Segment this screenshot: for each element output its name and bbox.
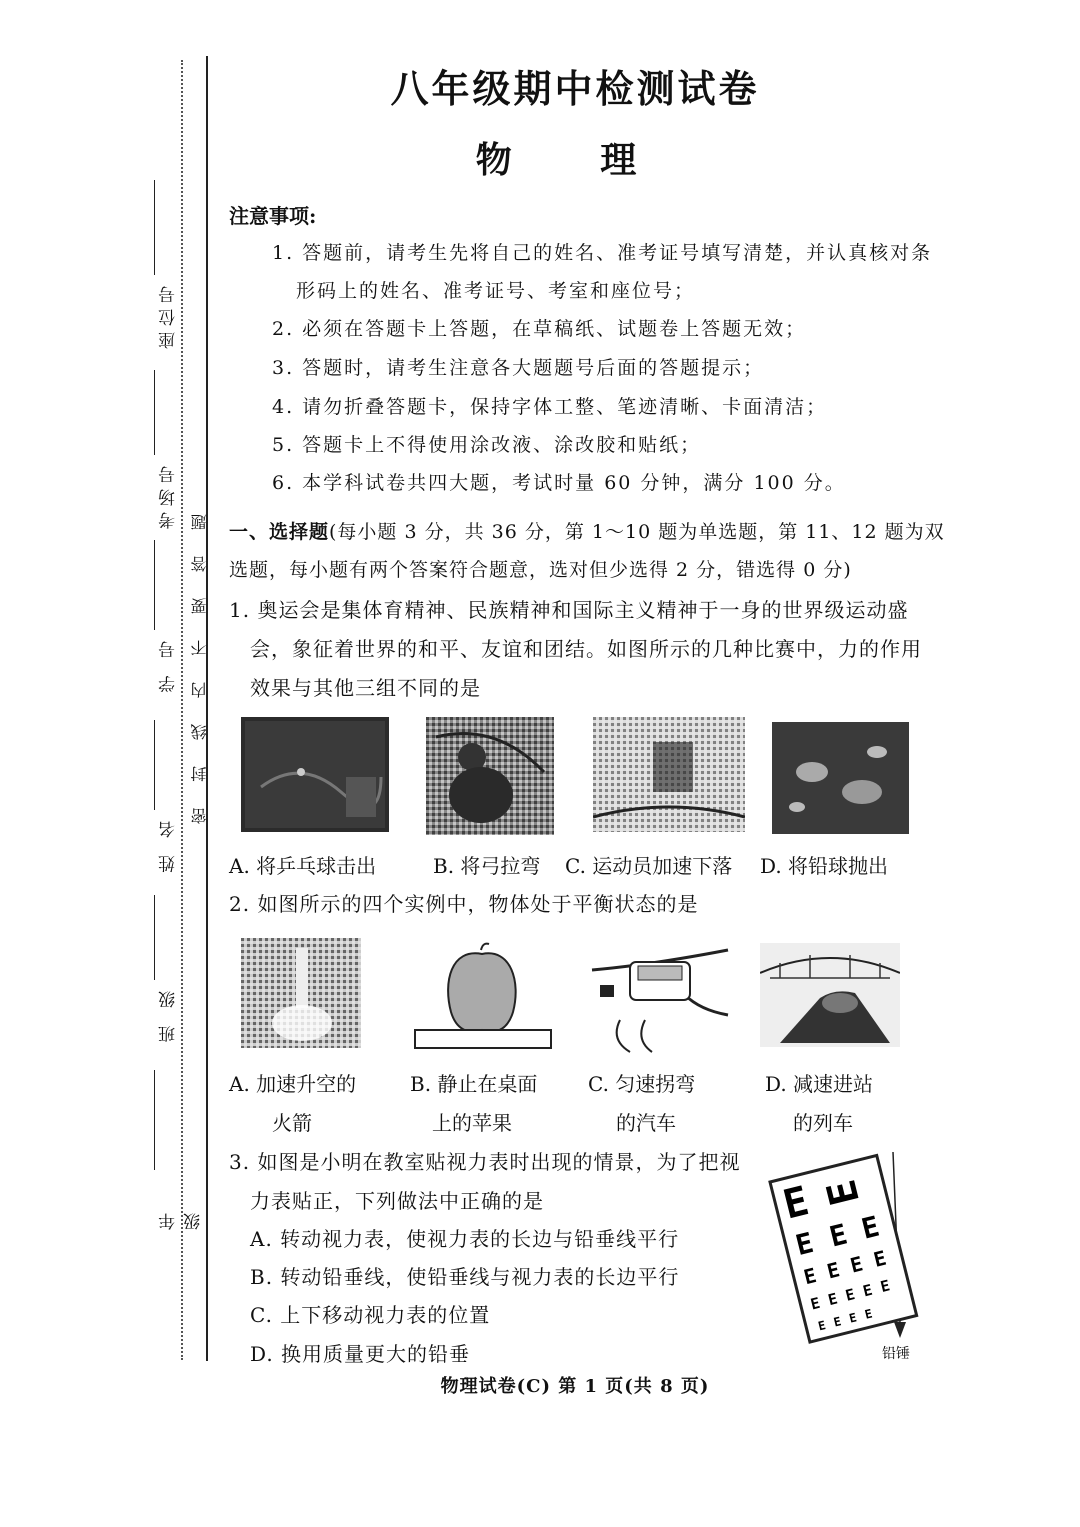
- notice-item: 1. 答题前，请考生先将自己的姓名、准考证号填写清楚，并认真核对条: [272, 242, 933, 264]
- plumb-label: 铅锤: [882, 1346, 910, 1362]
- subject-title: 物 理: [475, 139, 675, 181]
- q1-image-pingpong: [241, 717, 389, 832]
- section-instructions-2: 选题，每小题有两个答案符合题意，选对但少选得 2 分，错选得 0 分): [229, 559, 852, 581]
- chart-letter: E: [832, 1314, 843, 1330]
- page-title: 八年级期中检测试卷: [390, 66, 760, 111]
- chart-letter: E: [847, 1310, 859, 1326]
- notice-item: 形码上的姓名、准考证号、考室和座位号；: [296, 280, 696, 302]
- q3-stem-line: 力表贴正，下列做法中正确的是: [250, 1189, 544, 1213]
- q3-option-c: C. 上下移动视力表的位置: [250, 1303, 491, 1327]
- page-footer: 物理试卷(C) 第 1 页(共 8 页): [440, 1376, 710, 1397]
- q2-image-rocket: [241, 938, 361, 1048]
- chart-letter: E: [826, 1217, 851, 1254]
- chart-letter: E: [808, 1293, 822, 1314]
- chart-letter: E: [878, 1276, 892, 1297]
- chart-letter: E: [871, 1245, 889, 1272]
- notice-item: 4. 请勿折叠答题卡，保持字体工整、笔迹清晰、卡面清洁；: [272, 396, 828, 418]
- notice-item: 5. 答题卡上不得使用涂改液、涂改胶和贴纸；: [272, 434, 702, 456]
- chart-letter: E: [847, 1251, 866, 1278]
- q1-stem-line: 效果与其他三组不同的是: [250, 676, 481, 700]
- seal-warning: 密封线内不要答题: [190, 488, 209, 824]
- q1-image-archery: [426, 717, 554, 835]
- chart-letter: E: [843, 1285, 857, 1305]
- q2-option-c-line1: C. 匀速拐弯: [588, 1072, 696, 1096]
- chart-letter: E: [818, 1175, 869, 1210]
- q2-image-apple: [411, 942, 554, 1052]
- notice-heading: 注意事项:: [229, 204, 317, 228]
- q2-option-b-line2: 上的苹果: [432, 1111, 512, 1135]
- chart-letter: E: [778, 1178, 814, 1229]
- seat-label: 座位号: [159, 280, 179, 349]
- chart-letter: E: [858, 1209, 883, 1246]
- q2-option-a-line1: A. 加速升空的: [229, 1072, 357, 1096]
- section-heading: 一、选择题: [229, 521, 330, 543]
- q3-option-b: B. 转动铅垂线，使铅垂线与视力表的长边平行: [250, 1265, 680, 1289]
- q2-image-train: [760, 943, 900, 1047]
- q3-eye-chart-figure: [760, 1142, 930, 1367]
- q1-image-shotput: [772, 722, 909, 834]
- q3-option-a: A. 转动视力表，使视力表的长边与铅垂线平行: [250, 1227, 680, 1251]
- chart-letter: E: [861, 1280, 875, 1301]
- chart-letter: E: [824, 1257, 843, 1284]
- grade-label: 年 级: [159, 1207, 204, 1230]
- section-instructions-1: (每小题 3 分，共 36 分，第 1～10 题为单选题，第 11、12 题为双: [329, 521, 945, 543]
- chart-letter: E: [826, 1289, 840, 1310]
- name-label: 姓 名: [159, 815, 179, 873]
- chart-letter: E: [792, 1225, 817, 1263]
- q1-image-diver: [593, 717, 745, 832]
- q2-option-c-line2: 的汽车: [616, 1111, 676, 1135]
- q1-option-a: A. 将乒乓球击出: [229, 854, 377, 878]
- notice-item: 3. 答题时，请考生注意各大题题号后面的答题提示；: [272, 357, 765, 379]
- class-label: 班 级: [159, 985, 179, 1043]
- q2-option-d-line1: D. 减速进站: [765, 1072, 874, 1096]
- q1-option-b: B. 将弓拉弯: [433, 854, 541, 878]
- q1-option-d: D. 将铅球抛出: [760, 854, 889, 878]
- q2-image-car: [590, 940, 730, 1055]
- chart-letter: E: [863, 1306, 874, 1322]
- q2-stem: 2. 如图所示的四个实例中，物体处于平衡状态的是: [229, 892, 699, 916]
- notice-item: 6. 本学科试卷共四大题，考试时量 60 分钟，满分 100 分。: [272, 472, 846, 494]
- grade-field: [120, 1070, 204, 1230]
- section-heading-line: [229, 517, 945, 544]
- class-field: [120, 895, 200, 1055]
- student-no-label: 学 号: [159, 635, 179, 693]
- notice-item: 2. 必须在答题卡上答题，在草稿纸、试题卷上答题无效；: [272, 318, 807, 340]
- plumb-bob: [894, 1322, 906, 1338]
- q2-option-b-line1: B. 静止在桌面: [410, 1072, 538, 1096]
- seat-field: [120, 180, 200, 360]
- q2-option-d-line2: 的列车: [793, 1111, 853, 1135]
- q3-stem-line: 3. 如图是小明在教室贴视力表时出现的情景，为了把视: [229, 1150, 741, 1174]
- q3-option-d: D. 换用质量更大的铅垂: [250, 1342, 471, 1366]
- chart-letter: E: [801, 1263, 819, 1290]
- room-label: 考场号: [159, 460, 179, 529]
- q1-stem-line: 1. 奥运会是集体育精神、民族精神和国际主义精神于一身的世界级运动盛: [229, 598, 909, 622]
- chart-letter: E: [816, 1318, 828, 1334]
- q1-option-c: C. 运动员加速下落: [565, 854, 733, 878]
- q1-stem-line: 会，象征着世界的和平、友谊和团结。如图所示的几种比赛中，力的作用: [250, 637, 922, 661]
- q2-option-a-line2: 火箭: [272, 1111, 312, 1135]
